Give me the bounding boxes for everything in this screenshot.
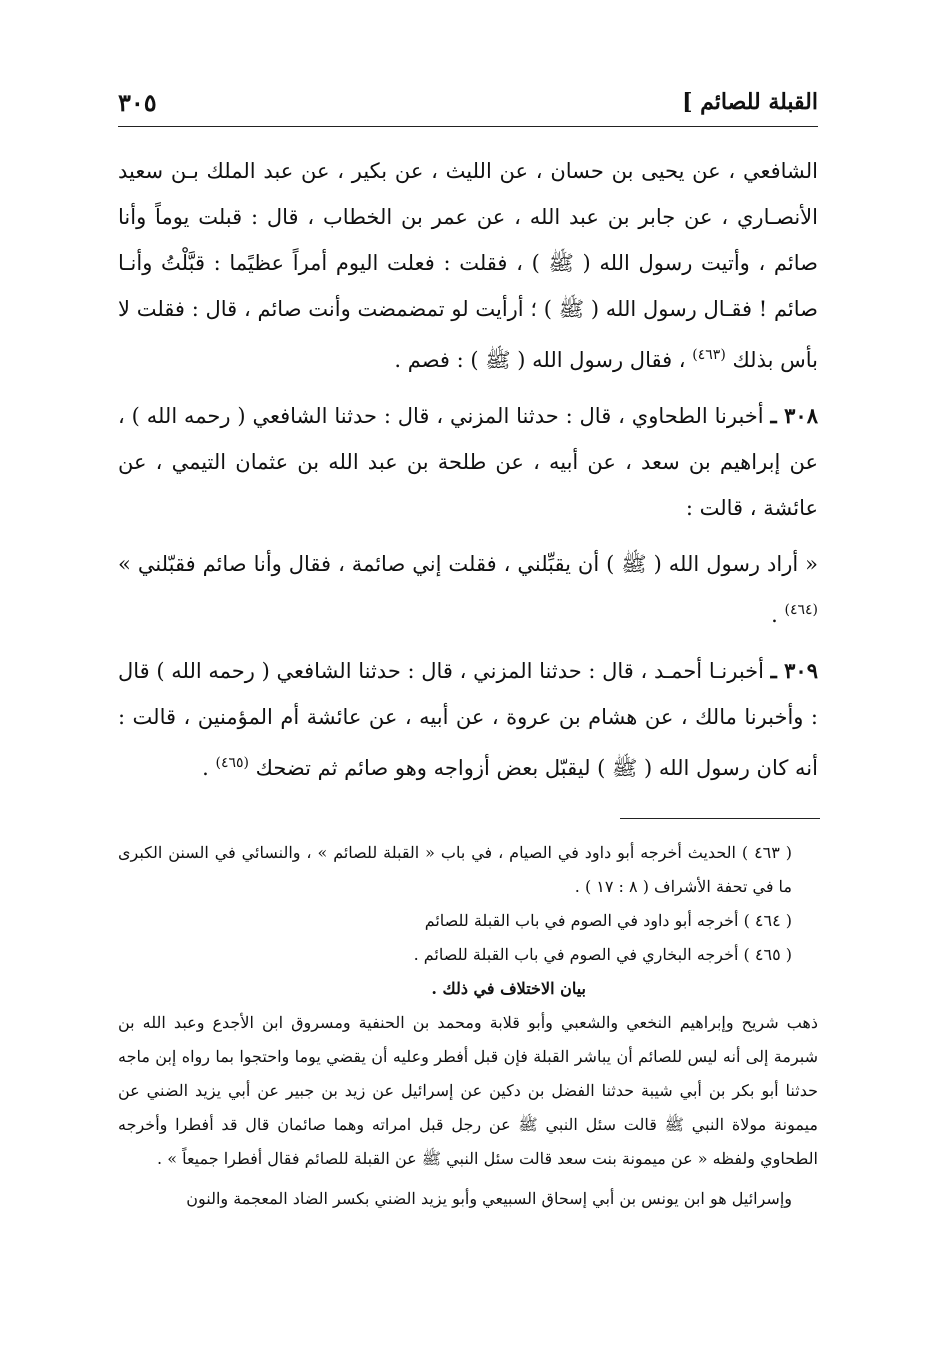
running-header xyxy=(118,82,818,122)
footnote-separator xyxy=(620,818,820,819)
hadith-number-309: ٣٠٩ ـ xyxy=(770,658,818,683)
footnote-paragraph: ذهب شريح وإبراهيم النخعي والشعبي وأبو قلابة ومحمد بن الحنفية ومسروق ابن الأجدع وعبد الله بن شبرمة إلى أنه ليس للصائم أن يباشر القبلة فإن قبل أفطر وعليه أن يقضي يوما واحتجوا بما رواه إبن ماجه حدثنا أبو بكر بن أبي شيبة حدثنا الفضل بن دكين عن إسرائيل عن زيد بن جبير عن أبي يزيد الضني عن ميمونة مولاة النبي ﷺ قالت سئل النبي ﷺ عن رجل قبل امراته وهما صائمان قال قد أفطرا وأخرجه الطحاوي ولفظه « عن ميمونة بنت سعد قالت سئل النبي ﷺ عن القبلة للصائم فقال أفطرا جميعاً » . xyxy=(118,1013,819,1168)
footnote-464: ( ٤٦٤ ) أخرجه أبو داود في الصوم في باب القبلة للصائم xyxy=(424,911,792,930)
footnote-paragraph-2: وإسرائيل هو ابن يونس بن أبي إسحاق السبيعي وأبو يزيد الضني بكسر الضاد المعجمة والنون xyxy=(186,1189,792,1208)
footnote-463: ( ٤٦٣ ) الحديث أخرجه أبو داود في الصيام ، في باب « القبلة للصائم » ، والنسائي في السنن الكبرى ما في تحفة الأشراف ( ٨ : ١٧ ) . xyxy=(118,843,793,896)
footnote-ref-463: (٤٦٣) xyxy=(692,347,726,363)
footnote-heading: بيان الاختلاف في ذلك . xyxy=(431,979,586,998)
hadith-308: ٣٠٨ ـ أخبرنا الطحاوي ، قال : حدثنا المزني ، قال : حدثنا الشافعي ( رحمه الله ) ، عن إبراهيم بن سعد ، عن أبيه ، عن طلحة بن عبد الله بن عثمان التيمي ، عن عائشة ، قالت : xyxy=(118,403,818,520)
chapter-title: القبلة للصائم ] xyxy=(682,89,818,115)
footnote-ref-464: (٤٦٤) xyxy=(784,602,818,618)
main-text xyxy=(118,148,818,801)
footnote-465: ( ٤٦٥ ) أخرجه البخاري في الصوم في باب القبلة للصائم . xyxy=(413,945,792,964)
hadith-number-308: ٣٠٨ ـ xyxy=(770,403,818,428)
header-rule xyxy=(118,126,818,127)
hadith-309: ٣٠٩ ـ أخبرنـا أحمـد ، قال : حدثنا المزني ، قال : حدثنا الشافعي ( رحمه الله ) قال : وأخبرنا مالك ، عن هشام بن عروة ، عن أبيه ، عن عائشة أم المؤمنين ، قالت : أنه كان رسول الله ( ﷺ ) ليقبّل بعض أزواجه وهو صائم ثم تضحك $^{(٤٦٥)}$ . xyxy=(118,658,818,780)
footnotes xyxy=(118,836,818,1216)
footnote-ref-465: (٤٦٥) xyxy=(215,755,249,771)
hadith-308-quote: « أراد رسول الله ( ﷺ ) أن يقبِّلني ، فقلت إني صائمة ، فقال وأنا صائم فقبّلني » $^{(٤٦٤)}$ . xyxy=(118,552,818,627)
page-number: ٣٠٥ xyxy=(118,87,157,117)
paragraph-continuation: الشافعي ، عن يحيى بن حسان ، عن الليث ، عن بكير ، عن عبد الملك بـن سعيد الأنصـاري ، عن جابر بن عبد الله ، عن عمر بن الخطاب ، قال : قبلت يوماً وأنا صائم ، وأتيت رسول الله ( ﷺ ) ، فقلت : فعلت اليوم أمراً عظيًما : قبَّلْتُ وأنـا صائم ! فقـال رسول الله ( ﷺ ) ؛ أرأيت لو تمضمضت وأنت صائم ، قال : فقلت لا بأس بذلك $^{(٤٦٣)}$ ، فقال رسول الله ( ﷺ ) : فصم . xyxy=(118,159,818,372)
